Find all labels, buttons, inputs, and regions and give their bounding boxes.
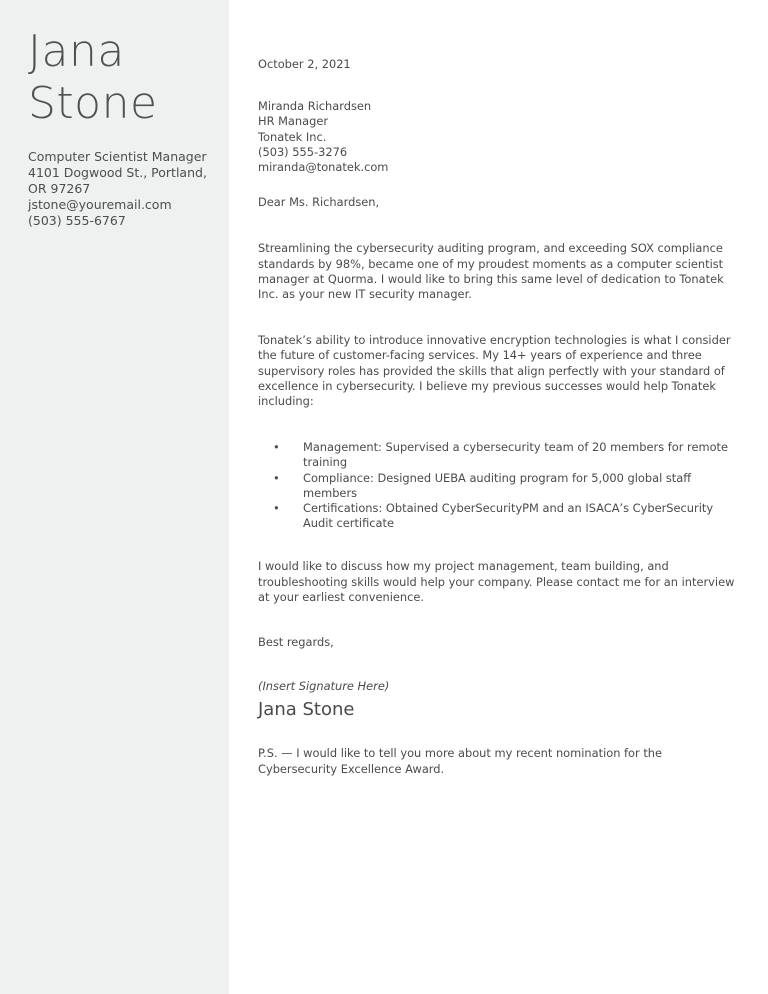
applicant-first-name: Jana <box>28 26 125 77</box>
closing: Best regards, <box>258 635 334 650</box>
list-item-text: Management: Supervised a cybersecurity team of 20 members for remote training <box>303 440 729 470</box>
job-title: Computer Scientist Manager <box>28 149 207 164</box>
applicant-phone: (503) 555-6767 <box>28 213 126 228</box>
applicant-name <box>28 26 158 130</box>
recipient-title: HR Manager <box>258 114 329 129</box>
recipient-name: Miranda Richardsen <box>258 99 372 114</box>
paragraph-body: Tonatek’s ability to introduce innovative encryption technologies is what I consider the future of customer-facing services. My 14+ years of experience and three supervisory roles has provided the skills that align perfectly with your standard of excellence in cybersecurity. I believe my previous successes would help Tonatek including: <box>258 333 731 409</box>
achievement-list <box>258 440 743 531</box>
salutation: Dear Ms. Richardsen, <box>258 195 380 210</box>
letter-body <box>258 57 743 777</box>
signature-placeholder: (Insert Signature Here) <box>258 679 390 694</box>
applicant-last-name: Stone <box>28 78 158 129</box>
signature-name: Jana Stone <box>258 699 355 721</box>
contact-info <box>28 149 223 229</box>
list-item-text: Compliance: Designed UEBA auditing program for 5,000 global staff members <box>303 470 692 500</box>
recipient-phone: (503) 555-3276 <box>258 144 348 159</box>
list-item <box>258 501 743 531</box>
list-item <box>258 440 743 470</box>
paragraph-call-to-action: I would like to discuss how my project management, team building, and troubleshooting skills would help your company. Please contact me for an interview at your earliest convenience. <box>258 559 735 604</box>
applicant-email[interactable]: jstone@youremail.com <box>28 197 172 212</box>
recipient-company: Tonatek Inc. <box>258 129 327 144</box>
bullet-icon: • <box>273 470 280 485</box>
address-line2: OR 97267 <box>28 181 91 196</box>
recipient-email[interactable]: miranda@tonatek.com <box>258 160 389 175</box>
sidebar <box>0 0 229 994</box>
bullet-icon: • <box>273 440 280 455</box>
postscript: P.S. — I would like to tell you more about my recent nomination for the Cybersecurity Excellence Award. <box>258 746 663 776</box>
bullet-icon: • <box>273 501 280 516</box>
list-item-text: Certifications: Obtained CyberSecurityPM and an ISACA’s CyberSecurity Audit certificate <box>303 501 714 531</box>
list-item <box>258 471 743 501</box>
letter-date: October 2, 2021 <box>258 57 351 71</box>
recipient-block <box>258 99 743 175</box>
address-line1: 4101 Dogwood St., Portland, <box>28 165 207 180</box>
paragraph-intro: Streamlining the cybersecurity auditing program, and exceeding SOX compliance standards by 98%, became one of my proudest moments as a computer scientist manager at Quorma. I would like to bring this same level of dedication to Tonatek Inc. as your new IT security manager. <box>258 241 724 302</box>
